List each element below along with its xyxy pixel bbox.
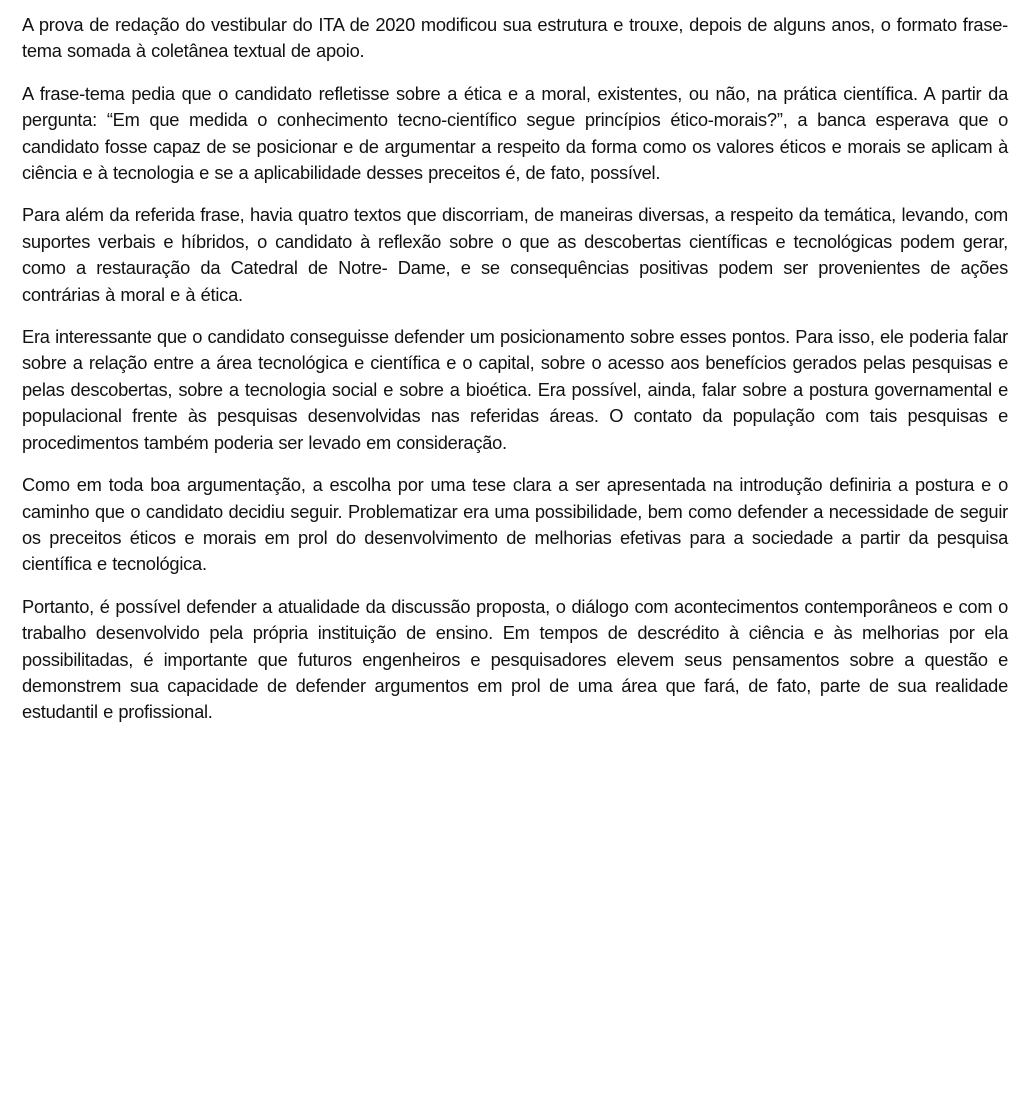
paragraph-conclusion: Portanto, é possível defender a atualidade da discussão proposta, o diálogo com acontecimentos contemporâneos e com o trabalho desenvolvido pela própria instituição de ensino. Em tempos de descrédito à ciência e às melhorias por ela possibilitadas, é importante que futuros engenheiros e pesquisadores elevem seus pensamentos sobre a questão e demonstrem sua capacidade de defender argumentos em prol de uma área que fará, de fato, parte de sua realidade estudantil e profissional. (22, 595, 1008, 723)
document-body (22, 12, 1008, 742)
paragraph-intro: A prova de redação do vestibular do ITA de 2020 modificou sua estrutura e trouxe, depois de alguns anos, o formato frase-tema somada à coletânea textual de apoio. (22, 14, 1008, 62)
paragraph-argument-options: Era interessante que o candidato conseguisse defender um posicionamento sobre esses pontos. Para isso, ele poderia falar sobre a relação entre a área tecnológica e científica e o capital, sobre o acesso aos benefícios gerados pelas pesquisas e pelas descobertas, sobre a tecnologia social e sobre a bioética. Era possível, ainda, falar sobre a postura governamental e populacional frente às pesquisas desenvolvidas nas referidas áreas. O contato da população com tais pesquisas e procedimentos também poderia ser levado em consideração. (22, 326, 1008, 453)
paragraph-thesis: Como em toda boa argumentação, a escolha por uma tese clara a ser apresentada na introdução definiria a postura e o caminho que o candidato decidiu seguir. Problematizar era uma possibilidade, bem como defender a necessidade de seguir os preceitos éticos e morais em prol do desenvolvimento de melhorias efetivas para a sociedade a partir da pesquisa científica e tecnológica. (22, 474, 1008, 575)
paragraph-theme-sentence: A frase-tema pedia que o candidato refletisse sobre a ética e a moral, existentes, ou não, na prática científica. A partir da pergunta: “Em que medida o conhecimento tecno-científico segue princípios ético-morais?”, a banca esperava que o candidato fosse capaz de se posicionar e de argumentar a respeito da forma como os valores éticos e morais se aplicam à ciência e à tecnologia e se a aplicabilidade desses preceitos é, de fato, possível. (22, 82, 1008, 184)
paragraph-support-texts: Para além da referida frase, havia quatro textos que discorriam, de maneiras diversas, a respeito da temática, levando, com suportes verbais e híbridos, o candidato à reflexão sobre o que as descobertas científicas e tecnológicas podem gerar, como a restauração da Catedral de Notre- Dame, e se consequências positivas podem ser provenientes de ações contrárias à moral e à ética. (22, 204, 1008, 305)
